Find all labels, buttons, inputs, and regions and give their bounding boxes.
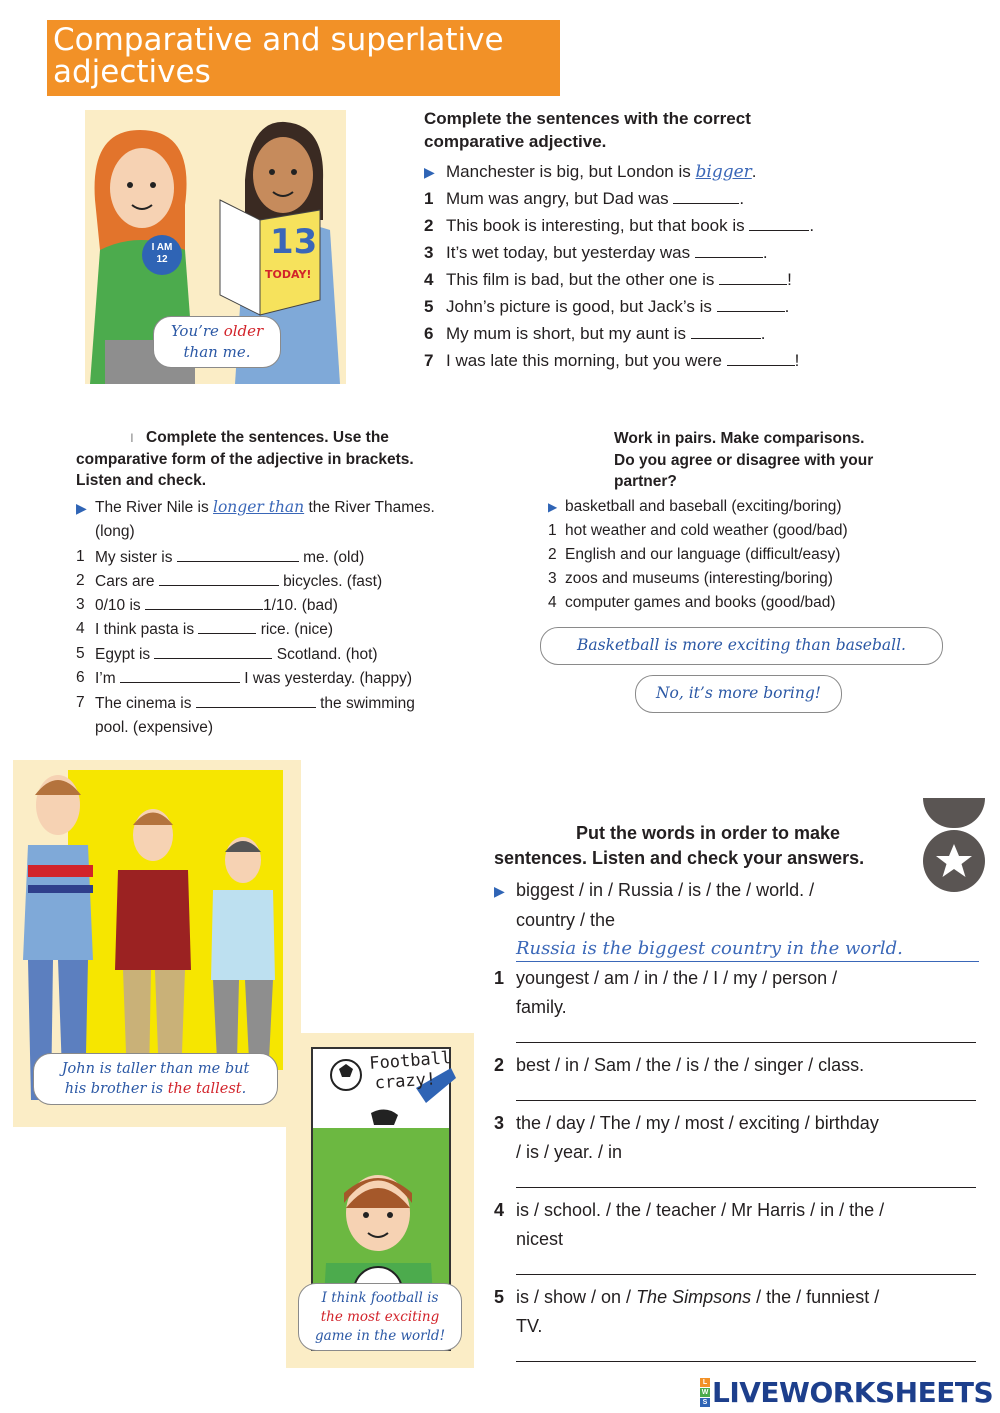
ex4-item-line-1: is / school. / the / teacher / Mr Harris / in / the / bbox=[516, 1200, 885, 1220]
answer-blank[interactable] bbox=[159, 572, 279, 586]
ex1-item-end: . bbox=[784, 297, 790, 316]
title-line-2: adjectives bbox=[53, 54, 211, 90]
ex4-item-line-1-italic: The Simpsons bbox=[636, 1287, 752, 1307]
answer-blank[interactable] bbox=[198, 620, 256, 634]
ex3-example-text: basketball and baseball (exciting/boring) bbox=[565, 498, 842, 515]
ex1-item-sentence: This book is interesting, but that book is bbox=[446, 216, 745, 235]
answer-blank[interactable] bbox=[749, 217, 809, 231]
answer-line bbox=[516, 961, 979, 962]
ex1-instruction bbox=[424, 107, 751, 153]
ex2-item-pre: Egypt is bbox=[95, 646, 151, 663]
tallest-bubble-line-2 bbox=[34, 1079, 277, 1099]
answer-blank[interactable] bbox=[691, 325, 761, 339]
ex2-item-text bbox=[95, 645, 378, 664]
ex2-item-post: me. (old) bbox=[303, 549, 365, 566]
ex1-example-end: . bbox=[751, 162, 757, 181]
ex1-item-end: ! bbox=[794, 351, 800, 370]
ex2-example-pre: The River Nile is bbox=[95, 499, 209, 516]
ex3-item-text: zoos and museums (interesting/boring) bbox=[565, 570, 833, 587]
ex4-item-line-2: family. bbox=[516, 997, 567, 1017]
ex4-item-line-2: nicest bbox=[516, 1229, 564, 1249]
older-bubble-line-2: than me. bbox=[183, 343, 251, 361]
tallest-bubble-text: his brother is bbox=[64, 1081, 168, 1097]
ex4-item-line-2: TV. bbox=[516, 1316, 543, 1336]
ex2-list bbox=[76, 498, 516, 743]
ex4-example-line-1: biggest / in / Russia / is / the / world. / bbox=[516, 880, 815, 900]
ex1-item-end: ! bbox=[787, 270, 792, 289]
ex2-item-pre: My sister is bbox=[95, 549, 173, 566]
play-arrow-icon: ▶ bbox=[424, 164, 435, 180]
ex1-item-sentence: My mum is short, but my aunt is bbox=[446, 324, 686, 343]
ex2-item-text bbox=[95, 572, 382, 591]
ex1-item-number: 6 bbox=[424, 324, 434, 343]
logo-mark-letter: W bbox=[701, 1389, 709, 1396]
answer-line[interactable] bbox=[516, 1361, 976, 1362]
ex1-item-text bbox=[446, 351, 799, 371]
ex4-item-line-1 bbox=[516, 1287, 879, 1308]
ex2-item-pre: I think pasta is bbox=[95, 621, 195, 638]
ex4-item-line-1-pre: is / show / on / bbox=[516, 1287, 637, 1307]
title-line-1: Comparative and superlative bbox=[53, 22, 504, 58]
ex2-item-post-2: pool. (expensive) bbox=[95, 719, 214, 736]
ex1-item-number: 7 bbox=[424, 351, 434, 370]
answer-blank[interactable] bbox=[717, 298, 785, 312]
ex2-item-text bbox=[95, 620, 333, 639]
title-banner bbox=[47, 20, 560, 96]
ex1-item-sentence: John’s picture is good, but Jack’s is bbox=[446, 297, 712, 316]
ex2-instruction bbox=[76, 427, 414, 492]
boys-illustration bbox=[13, 760, 301, 1127]
age-badge-line-1: I AM bbox=[151, 242, 173, 253]
ex2-item-number: 2 bbox=[76, 572, 85, 589]
ex1-item-sentence: Mum was angry, but Dad was bbox=[446, 189, 669, 208]
basketball-speech-bubble: Basketball is more exciting than baseball. bbox=[540, 627, 943, 665]
ex1-item-text bbox=[446, 243, 768, 263]
answer-blank[interactable] bbox=[727, 352, 795, 366]
ex2-item-number: 7 bbox=[76, 694, 85, 711]
play-arrow-icon: ▶ bbox=[76, 500, 87, 516]
ex1-item-number: 2 bbox=[424, 216, 434, 235]
ex1-item-sentence: I was late this morning, but you were bbox=[446, 351, 722, 370]
ex2-item-number: 3 bbox=[76, 596, 85, 613]
ex1-item-number: 5 bbox=[424, 297, 434, 316]
ex3-item-text: computer games and books (good/bad) bbox=[565, 594, 836, 611]
answer-blank[interactable] bbox=[145, 596, 263, 610]
football-bubble-line-1: I think football is bbox=[321, 1290, 439, 1306]
ex4-item-line-1-post: / the / funniest / bbox=[751, 1287, 880, 1307]
ex4-example-line-2: country / the bbox=[516, 910, 616, 930]
ex2-item-pre: 0/10 is bbox=[95, 597, 141, 614]
boring-speech-bubble: No, it’s more boring! bbox=[635, 675, 842, 713]
ex4-list bbox=[494, 880, 984, 1370]
older-bubble-red: older bbox=[223, 322, 264, 340]
football-comic-line-2: crazy! bbox=[374, 1069, 437, 1094]
answer-line[interactable] bbox=[516, 1100, 976, 1101]
ex2-item-pre: I’m bbox=[95, 670, 116, 687]
ex1-instruction-line-2: comparative adjective. bbox=[424, 132, 607, 151]
ex3-instruction bbox=[614, 428, 873, 493]
ex1-item-sentence: It’s wet today, but yesterday was bbox=[446, 243, 691, 262]
ex2-item-number: 5 bbox=[76, 645, 85, 662]
ex2-marker: ı bbox=[129, 429, 134, 446]
card-number: 13 bbox=[270, 222, 318, 262]
ex3-item-text: hot weather and cold weather (good/bad) bbox=[565, 522, 848, 539]
ex3-item-number: 1 bbox=[548, 522, 557, 539]
ex2-example-text bbox=[95, 498, 435, 517]
ex2-item-text bbox=[95, 548, 364, 567]
ex3-item-number: 4 bbox=[548, 594, 557, 611]
ex3-instruction-line-1: Work in pairs. Make comparisons. bbox=[614, 430, 865, 447]
older-bubble-line-1 bbox=[154, 321, 280, 342]
ex4-item-line-2: / is / year. / in bbox=[516, 1142, 623, 1162]
answer-blank[interactable] bbox=[695, 244, 763, 258]
ex4-item-number: 3 bbox=[494, 1113, 505, 1133]
ex1-item-text bbox=[446, 216, 814, 236]
answer-line[interactable] bbox=[516, 1042, 976, 1043]
older-speech-bubble bbox=[153, 316, 281, 368]
ex1-item-end: . bbox=[762, 243, 768, 262]
ex4-item-line-1: the / day / The / my / most / exciting / birthday bbox=[516, 1113, 879, 1133]
liveworksheets-logo bbox=[700, 1376, 993, 1409]
logo-text: LIVEWORKSHEETS bbox=[712, 1376, 994, 1409]
football-bubble-line-2: the most exciting bbox=[320, 1309, 440, 1325]
football-speech-bubble bbox=[298, 1283, 462, 1351]
answer-blank[interactable] bbox=[719, 271, 787, 285]
ex2-instruction-line-3: Listen and check. bbox=[76, 472, 207, 489]
ex2-instruction-text-1: Complete the sentences. Use the bbox=[146, 429, 389, 446]
tallest-bubble-end: . bbox=[241, 1081, 247, 1097]
play-arrow-icon: ▶ bbox=[494, 883, 505, 899]
tallest-bubble-red: the tallest bbox=[167, 1081, 242, 1097]
ex1-item-number: 4 bbox=[424, 270, 434, 289]
ex1-list bbox=[424, 162, 894, 382]
card-word: TODAY! bbox=[265, 268, 312, 281]
ex4-item-number: 1 bbox=[494, 968, 505, 988]
ex4-item-line-1: best / in / Sam / the / is / the / singer / class. bbox=[516, 1055, 865, 1075]
ex2-item-text bbox=[95, 694, 415, 713]
answer-blank[interactable] bbox=[673, 190, 739, 204]
ex1-item-end: . bbox=[809, 216, 815, 235]
girls-illustration bbox=[85, 110, 346, 384]
ex1-item-text bbox=[446, 189, 744, 209]
ex2-item-number: 1 bbox=[76, 548, 85, 565]
ex1-item-end: . bbox=[739, 189, 745, 208]
ex2-example-post: the River Thames. bbox=[308, 499, 435, 516]
ex2-instruction-line-2: comparative form of the adjective in brackets. bbox=[76, 450, 414, 468]
ex4-item-number: 4 bbox=[494, 1200, 505, 1220]
older-bubble-text-1: You’re bbox=[170, 322, 224, 340]
logo-mark-icon bbox=[700, 1378, 710, 1407]
ex2-item-post: rice. (nice) bbox=[260, 621, 334, 638]
age-badge bbox=[142, 235, 182, 275]
ex3-list bbox=[548, 498, 948, 618]
ex4-example-answer: Russia is the biggest country in the world. bbox=[516, 938, 903, 959]
ex2-item-post: 1/10. (bad) bbox=[262, 597, 338, 614]
ex3-item-number: 2 bbox=[548, 546, 557, 563]
football-comic-text bbox=[369, 1048, 453, 1094]
ex1-item-number: 3 bbox=[424, 243, 434, 262]
ex4-instruction bbox=[494, 821, 864, 871]
ex2-item-number: 4 bbox=[76, 620, 85, 637]
ex2-item-text bbox=[95, 669, 412, 688]
ex1-example-text bbox=[446, 162, 757, 182]
ex2-item-post: bicycles. (fast) bbox=[283, 573, 383, 590]
football-bubble-line-3: game in the world! bbox=[315, 1328, 445, 1344]
ex2-instruction-line-1 bbox=[76, 427, 414, 449]
ex2-item-pre: The cinema is bbox=[95, 695, 192, 712]
ex1-item-text bbox=[446, 324, 765, 344]
ex1-example-sentence: Manchester is big, but London is bbox=[446, 162, 691, 181]
ex1-item-sentence: This film is bad, but the other one is bbox=[446, 270, 715, 289]
answer-line[interactable] bbox=[516, 1274, 976, 1275]
ex2-item-text bbox=[95, 596, 338, 615]
ex2-item-post: the swimming bbox=[320, 695, 415, 712]
ex4-item-line-1: youngest / am / in / the / I / my / person / bbox=[516, 968, 838, 988]
answer-blank[interactable] bbox=[120, 669, 240, 683]
ex1-item-text bbox=[446, 270, 792, 290]
ex3-instruction-line-2: Do you agree or disagree with your bbox=[614, 451, 874, 469]
age-badge-line-2: 12 bbox=[156, 254, 168, 265]
ex1-example-answer: bigger bbox=[695, 162, 752, 182]
ex3-item-number: 3 bbox=[548, 570, 557, 587]
answer-line[interactable] bbox=[516, 1187, 976, 1188]
answer-blank[interactable] bbox=[177, 548, 299, 562]
logo-mark-letter: L bbox=[700, 1378, 710, 1387]
ex2-item-pre: Cars are bbox=[95, 573, 155, 590]
answer-blank[interactable] bbox=[196, 694, 316, 708]
ex3-instruction-line-3: partner? bbox=[614, 473, 677, 490]
ex3-item-text: English and our language (difficult/easy) bbox=[565, 546, 841, 563]
ex4-item-number: 5 bbox=[494, 1287, 505, 1307]
answer-blank[interactable] bbox=[154, 645, 272, 659]
ex2-item-number: 6 bbox=[76, 669, 85, 686]
ex1-item-text bbox=[446, 297, 789, 317]
star-icon bbox=[923, 798, 985, 828]
ex4-instruction-line-1: Put the words in order to make bbox=[576, 823, 841, 843]
ex4-item-number: 2 bbox=[494, 1055, 505, 1075]
ex1-item-end: . bbox=[760, 324, 766, 343]
tallest-speech-bubble bbox=[33, 1053, 278, 1105]
ex2-example-hint-text: (long) bbox=[95, 523, 135, 540]
ex1-item-number: 1 bbox=[424, 189, 434, 208]
ex4-instruction-line-2: sentences. Listen and check your answers. bbox=[494, 848, 865, 868]
ex1-instruction-line-1: Complete the sentences with the correct bbox=[424, 109, 751, 128]
play-arrow-icon: ▶ bbox=[548, 500, 558, 514]
ex2-item-post: I was yesterday. (happy) bbox=[244, 670, 412, 687]
logo-mark-letter: S bbox=[700, 1398, 710, 1407]
tallest-bubble-line-1: John is taller than me but bbox=[61, 1061, 250, 1077]
ex2-item-post: Scotland. (hot) bbox=[276, 646, 378, 663]
football-comic-line-1: Football bbox=[368, 1048, 452, 1074]
football-illustration bbox=[286, 1033, 474, 1368]
ex2-example-answer: longer than bbox=[213, 498, 305, 516]
